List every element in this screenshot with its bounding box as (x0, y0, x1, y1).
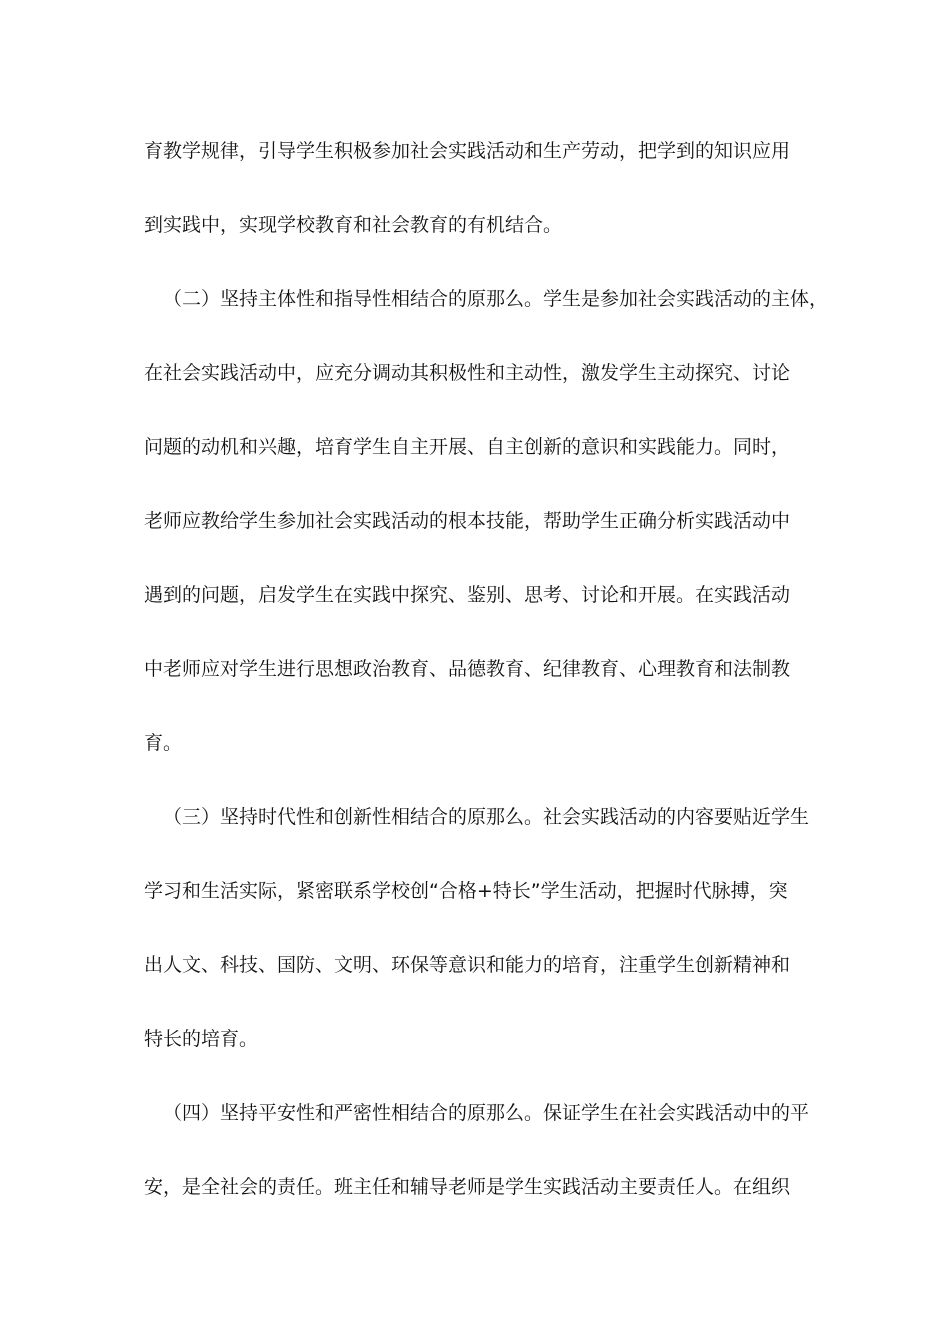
text-line: 安，是全社会的责任。班主任和辅导老师是学生实践活动主要责任人。在组织 (144, 1176, 791, 1198)
paragraph-principle-3 (144, 799, 809, 1058)
text-line: （四）坚持平安性和严密性相结合的原那么。保证学生在社会实践活动中的平 (163, 1102, 810, 1124)
text-line: 育教学规律，引导学生积极参加社会实践活动和生产劳动，把学到的知识应用 (144, 140, 791, 162)
text-line: 学习和生活实际，紧密联系学校创“合格+特长”学生活动，把握时代脉搏，突 (144, 880, 788, 902)
body-text (144, 133, 829, 1243)
text-line: 遇到的问题，启发学生在实践中探究、鉴别、思考、讨论和开展。在实践活动 (144, 584, 791, 606)
text-line: 老师应教给学生参加社会实践活动的根本技能，帮助学生正确分析实践活动中 (144, 510, 791, 532)
text-line: （二）坚持主体性和指导性相结合的原那么。学生是参加社会实践活动的主体， (163, 288, 829, 310)
text-line: 在社会实践活动中，应充分调动其积极性和主动性，激发学生主动探究、讨论 (144, 362, 791, 384)
paragraph-principle-4 (144, 1095, 809, 1206)
paragraph-principle-2 (144, 281, 829, 762)
text-line: 到实践中，实现学校教育和社会教育的有机结合。 (144, 214, 563, 236)
text-line: 特长的培育。 (144, 1028, 259, 1050)
text-line: 育。 (144, 732, 183, 754)
text-line: 出人文、科技、国防、文明、环保等意识和能力的培育，注重学生创新精神和 (144, 954, 791, 976)
text-line: 中老师应对学生进行思想政治教育、品德教育、纪律教育、心理教育和法制教 (144, 658, 791, 680)
text-line: （三）坚持时代性和创新性相结合的原那么。社会实践活动的内容要贴近学生 (163, 806, 810, 828)
paragraph-continued (144, 133, 809, 244)
text-line: 问题的动机和兴趣，培育学生自主开展、自主创新的意识和实践能力。同时， (144, 436, 791, 458)
